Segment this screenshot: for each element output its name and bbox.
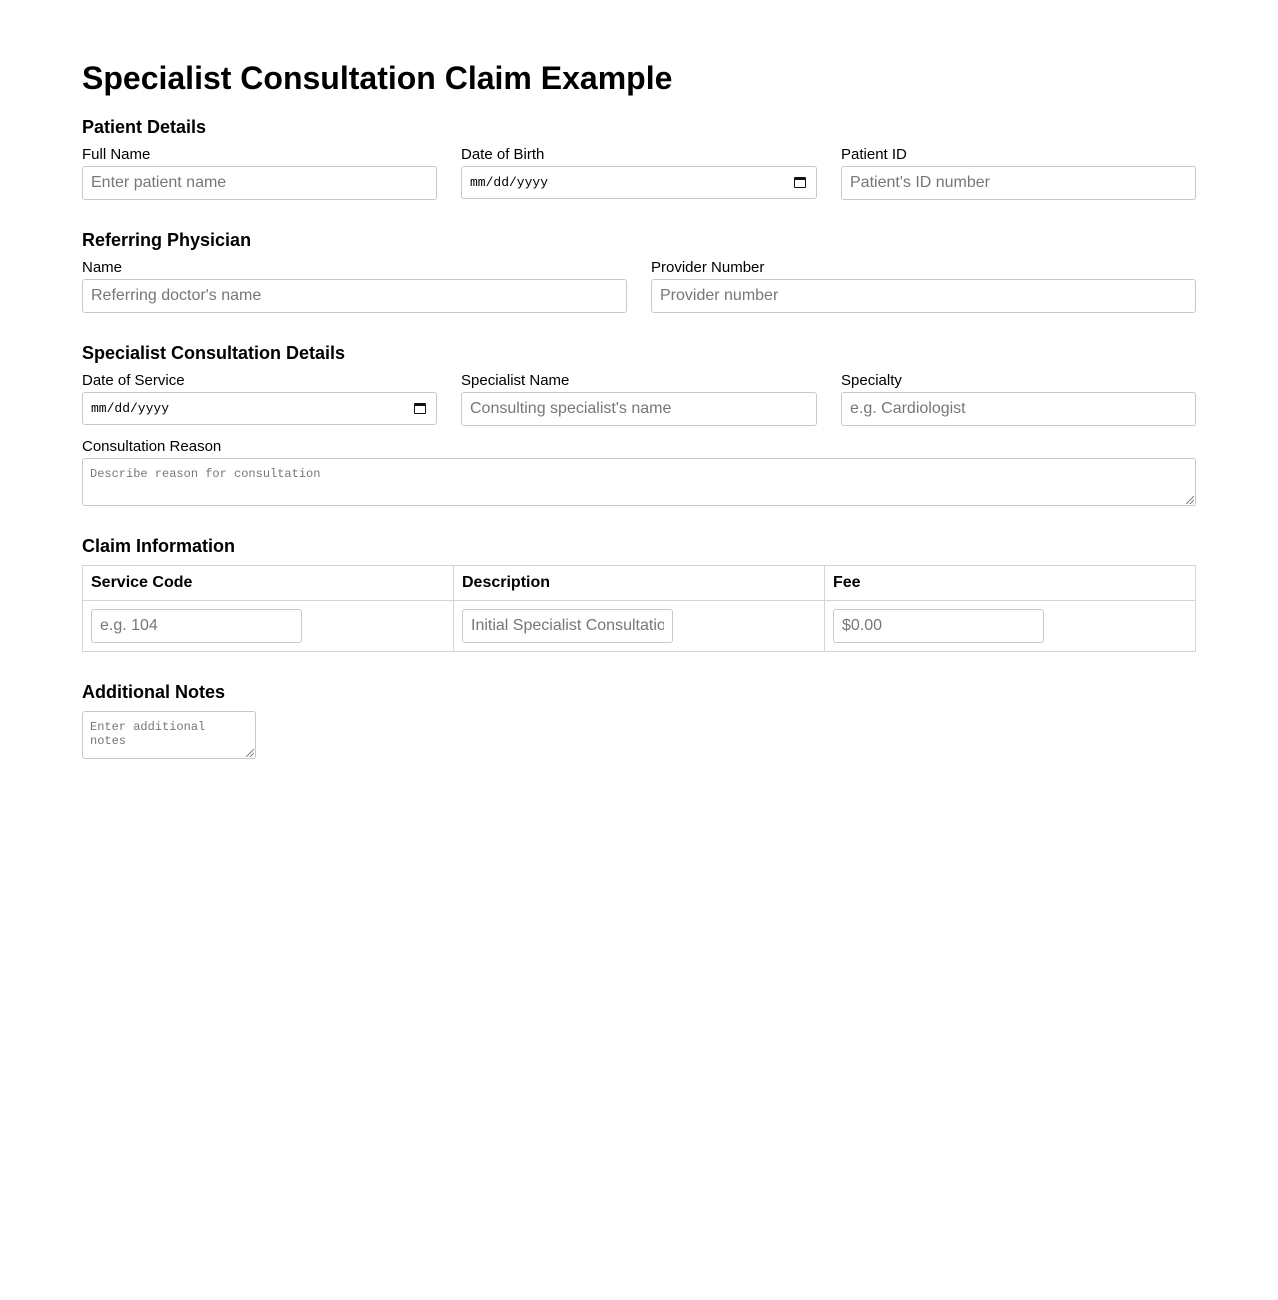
calendar-icon[interactable] bbox=[414, 403, 426, 414]
fee-input[interactable] bbox=[833, 609, 1044, 643]
column-header-service-code: Service Code bbox=[83, 566, 454, 601]
description-cell bbox=[454, 601, 825, 652]
claim-information-heading: Claim Information bbox=[82, 536, 236, 556]
referring-name-input[interactable] bbox=[82, 279, 627, 313]
consultation-reason-label: Consultation Reason bbox=[82, 438, 222, 455]
page-title: Specialist Consultation Claim Example bbox=[82, 60, 673, 96]
claim-table-header-row bbox=[83, 566, 1196, 601]
claim-table bbox=[82, 565, 1196, 652]
additional-notes-textarea[interactable] bbox=[82, 711, 256, 759]
full-name-input[interactable] bbox=[82, 166, 437, 200]
service-code-input[interactable] bbox=[91, 609, 302, 643]
referring-name-label: Name bbox=[82, 259, 123, 276]
specialty-input[interactable] bbox=[841, 392, 1196, 426]
specialist-name-label: Specialist Name bbox=[461, 372, 570, 389]
date-of-service-input[interactable] bbox=[82, 392, 437, 425]
column-header-description: Description bbox=[454, 566, 825, 601]
consultation-details-heading: Specialist Consultation Details bbox=[82, 343, 346, 363]
service-code-cell bbox=[83, 601, 454, 652]
patient-id-label: Patient ID bbox=[841, 146, 907, 163]
patient-details-heading: Patient Details bbox=[82, 117, 207, 137]
additional-notes-heading: Additional Notes bbox=[82, 682, 225, 702]
column-header-fee: Fee bbox=[825, 566, 1196, 601]
full-name-label: Full Name bbox=[82, 146, 151, 163]
consultation-reason-textarea[interactable] bbox=[82, 458, 1196, 506]
dob-date-placeholder: mm/dd/yyyy bbox=[470, 175, 549, 190]
fee-cell bbox=[825, 601, 1196, 652]
referring-physician-heading: Referring Physician bbox=[82, 230, 252, 250]
specialist-name-input[interactable] bbox=[461, 392, 817, 426]
calendar-icon[interactable] bbox=[794, 177, 806, 188]
patient-id-input[interactable] bbox=[841, 166, 1196, 200]
provider-number-input[interactable] bbox=[651, 279, 1196, 313]
provider-number-label: Provider Number bbox=[651, 259, 765, 276]
dob-label: Date of Birth bbox=[461, 146, 545, 163]
dob-date-input[interactable] bbox=[461, 166, 817, 199]
description-input[interactable] bbox=[462, 609, 673, 643]
date-of-service-label: Date of Service bbox=[82, 372, 185, 389]
table-row bbox=[83, 601, 1196, 652]
date-of-service-placeholder: mm/dd/yyyy bbox=[91, 401, 170, 416]
specialty-label: Specialty bbox=[841, 372, 902, 389]
